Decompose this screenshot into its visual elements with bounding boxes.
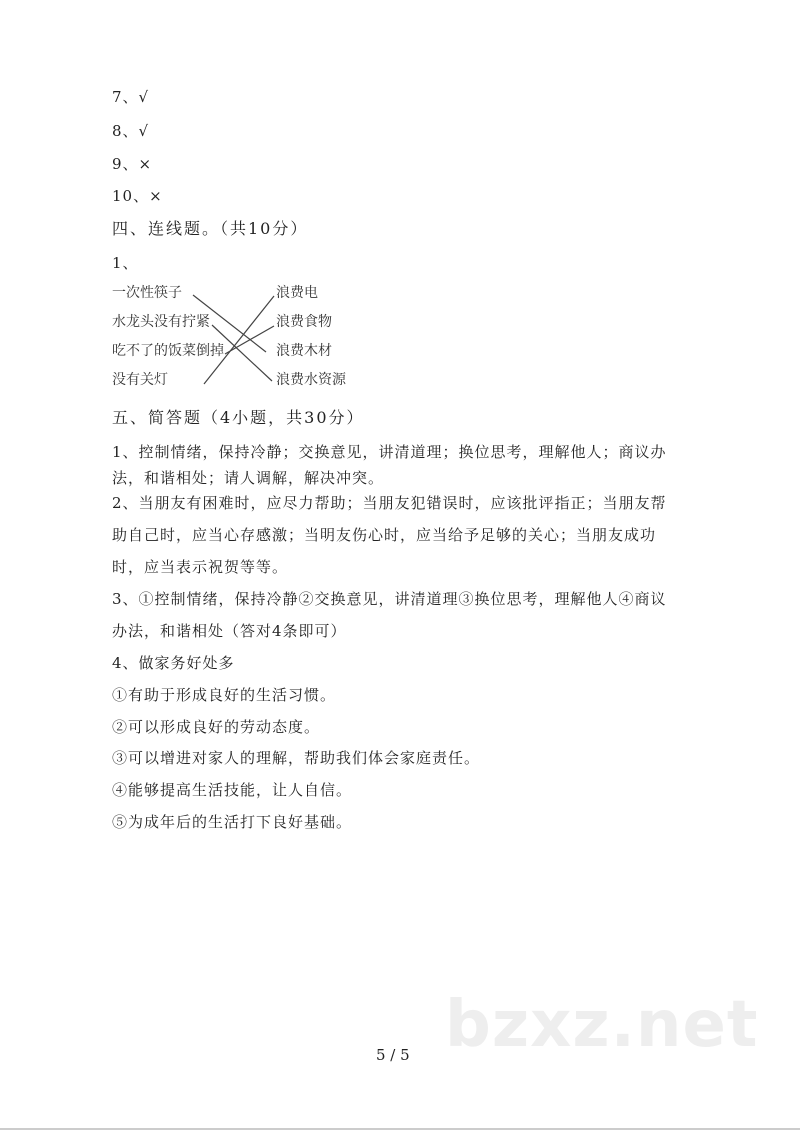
answer-line: 4、做家务好处多 [112,654,235,672]
match-left-1: 一次性筷子 [112,285,182,301]
match-right-2: 浪费食物 [276,314,332,330]
answer-7: 7、√ [112,88,150,106]
answer-line: 3、①控制情绪，保持冷静②交换意见，讲清道理③换位思考，理解他人④商议 [112,590,667,608]
match-left-3: 吃不了的饭菜倒掉 [112,343,224,359]
match-right-3: 浪费木材 [276,343,332,359]
answer-8: 8、√ [112,122,150,140]
watermark: bzxz.net [445,988,759,1062]
match-right-1: 浪费电 [276,285,318,301]
answer-line: ⑤为成年后的生活打下良好基础。 [112,813,353,831]
match-right-4: 浪费水资源 [276,372,346,388]
answer-line: 办法，和谐相处（答对4条即可） [112,622,347,640]
section-4-title: 四、连线题。（共10分） [112,219,309,238]
question-1-label: 1、 [112,254,139,272]
answer-line: ①有助于形成良好的生活习惯。 [112,686,337,704]
answer-line: ③可以增进对家人的理解，帮助我们体会家庭责任。 [112,749,481,767]
match-left-2: 水龙头没有拧紧 [112,314,210,330]
answer-line: 助自己时，应当心存感激；当明友伤心时，应当给予足够的关心；当朋友成功 [112,526,657,544]
answer-line: 2、当朋友有困难时，应尽力帮助；当朋友犯错误时，应该批评指正；当朋友帮 [112,494,667,512]
match-line [204,296,274,384]
answer-line: 1、控制情绪，保持冷静；交换意见，讲清道理；换位思考，理解他人；商议办 [112,443,667,461]
answer-9: 9、× [112,155,153,173]
page-bottom-border [0,1128,800,1130]
match-line [193,295,266,352]
match-left-4: 没有关灯 [112,372,168,388]
section-5-title: 五、简答题（4小题，共30分） [112,408,365,427]
match-line [225,326,274,354]
answer-line: 法，和谐相处；请人调解，解决冲突。 [112,469,385,487]
answer-line: ④能够提高生活技能，让人自信。 [112,781,353,799]
answer-line: 时，应当表示祝贺等等。 [112,558,289,576]
matching-lines [0,0,800,420]
answer-10: 10、× [112,187,163,205]
answer-line: ②可以形成良好的劳动态度。 [112,718,321,736]
page-number: 5 / 5 [376,1046,410,1064]
